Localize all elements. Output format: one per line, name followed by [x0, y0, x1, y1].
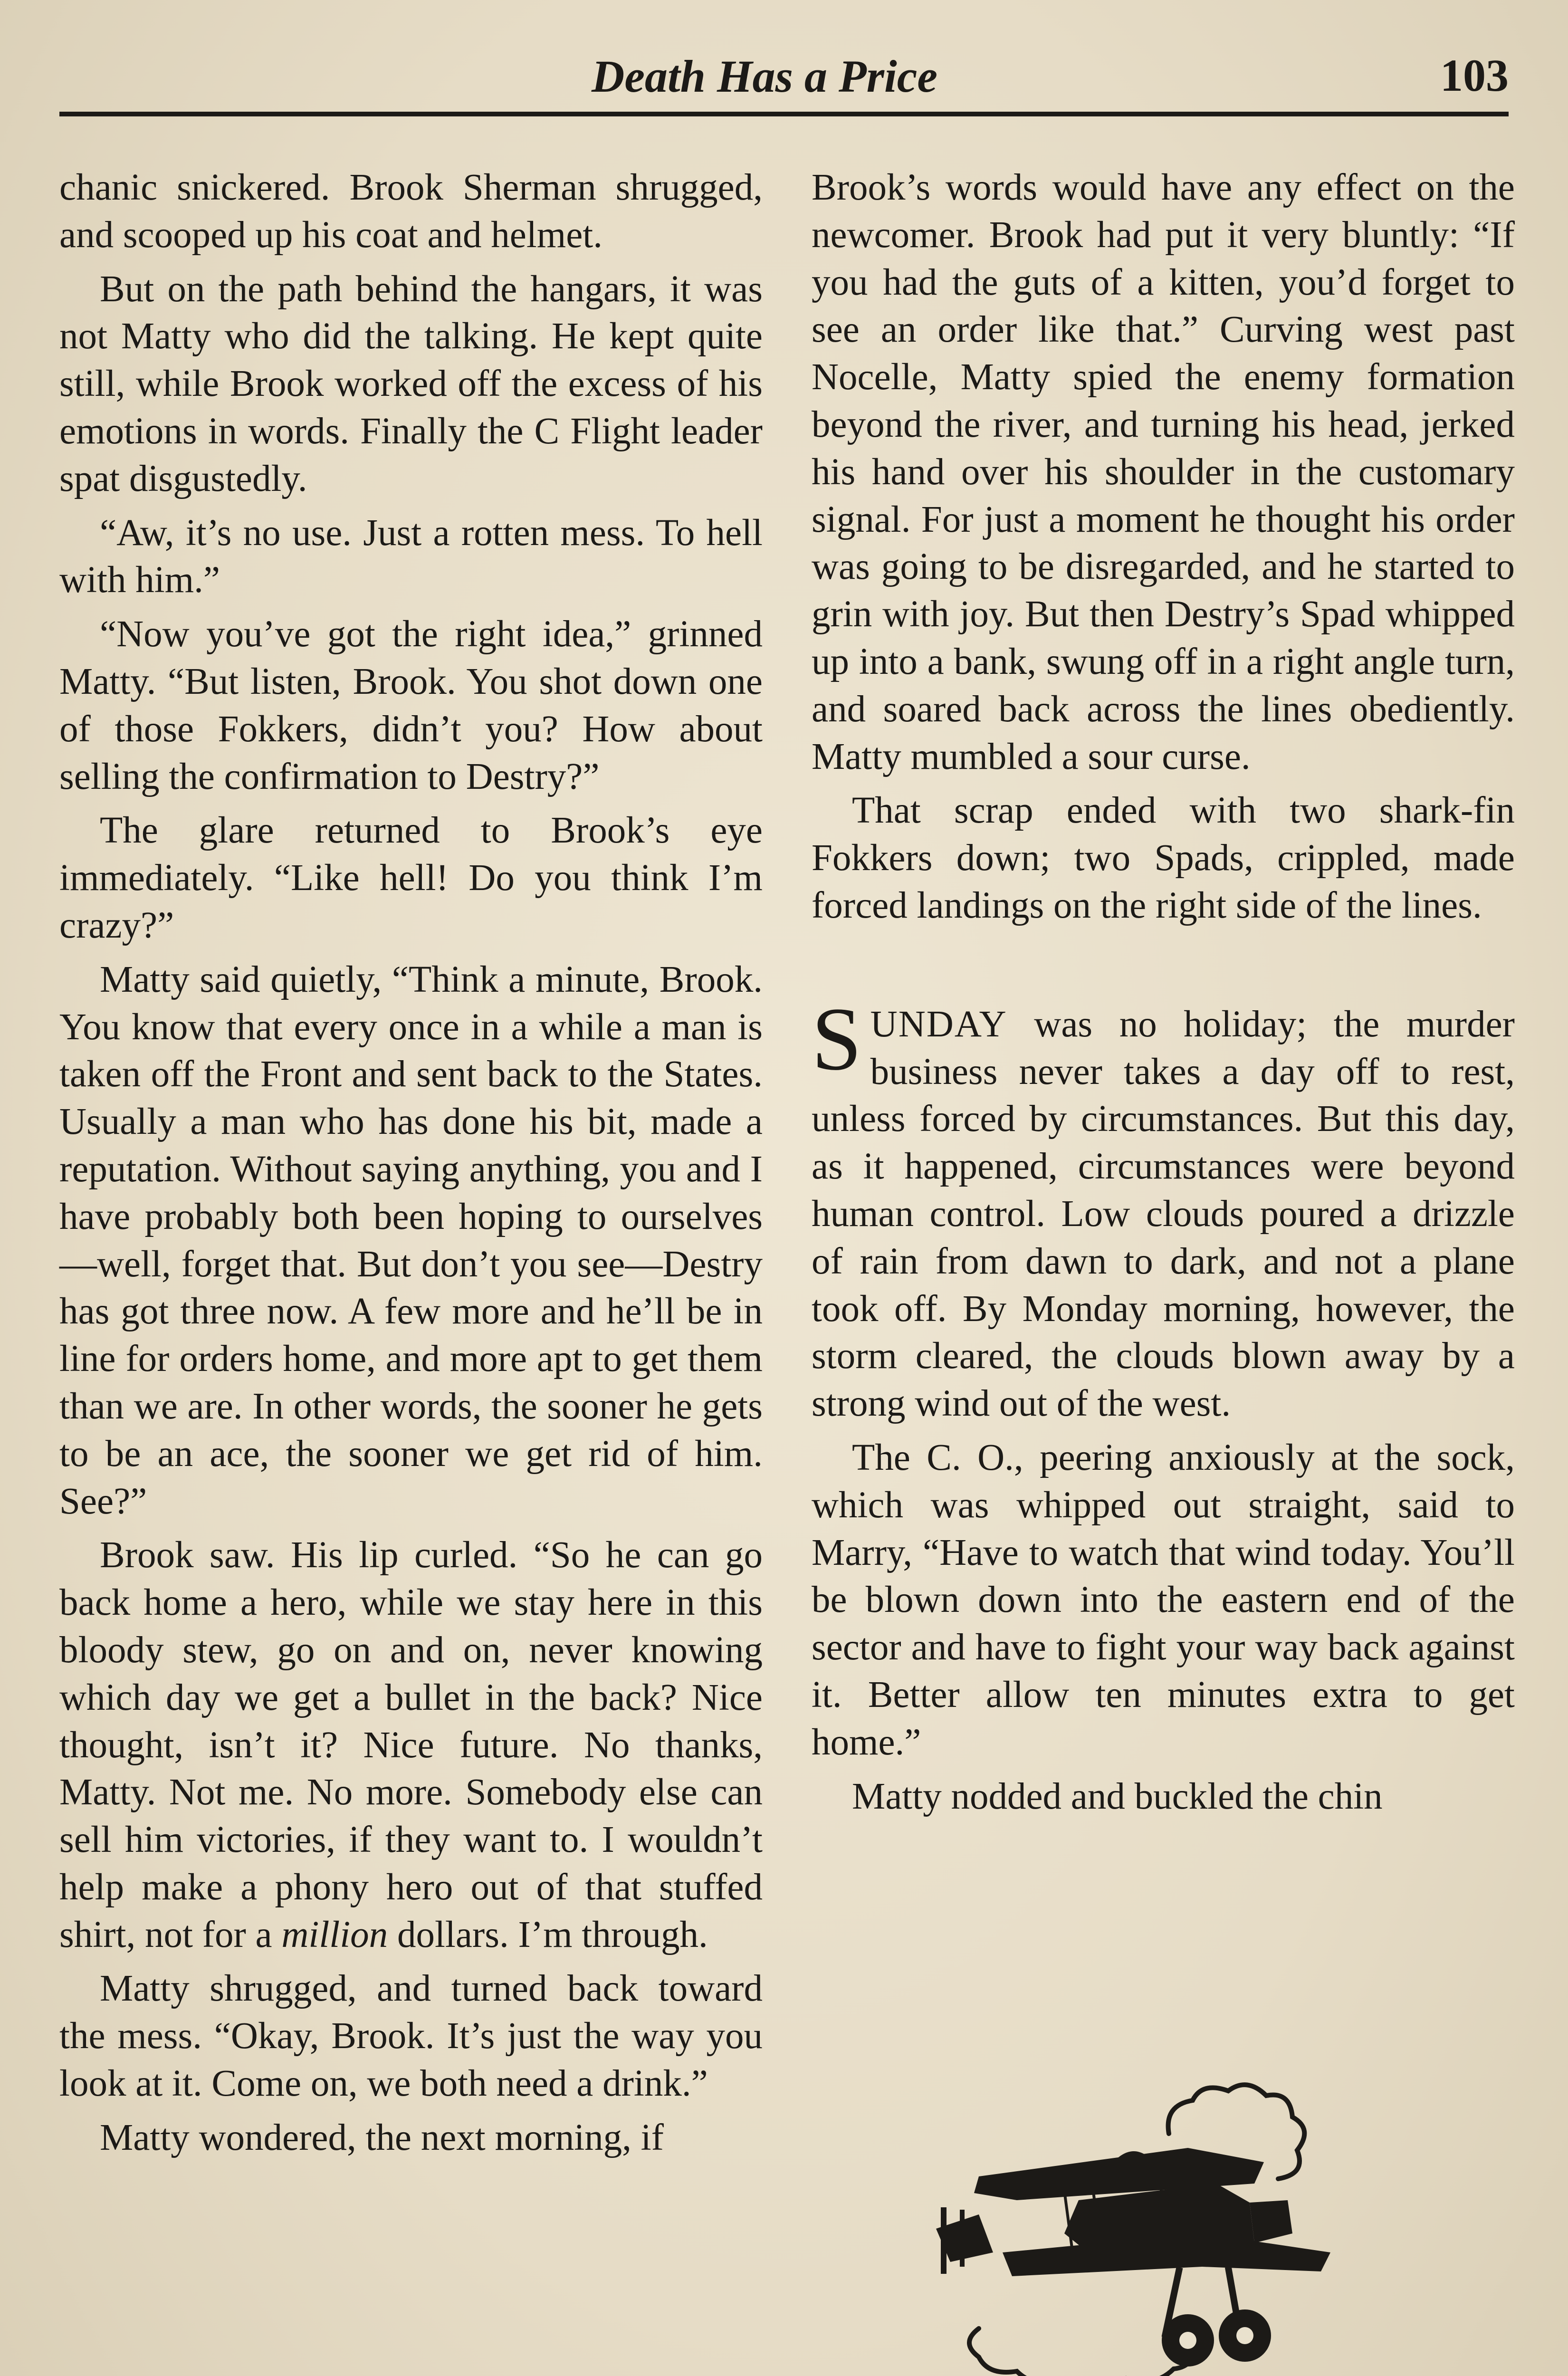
right-column — [812, 164, 1515, 1827]
page-number: 103 — [1440, 50, 1509, 101]
biplane-illustration-icon — [922, 2081, 1378, 2376]
paragraph: The C. O., peering anxiously at the sock, which was whipped out straight, said to Marry, “Have to watch that wind today. You’ll be blown down into the eastern end of the sector and have to fight your way back against it. Better allow ten minutes extra to get home.” — [812, 1437, 1515, 1763]
paragraph: Matty shrugged, and turned back toward the mess. “Okay, Brook. It’s just the way you look at it. Come on, we both need a drink.” — [59, 1968, 763, 2105]
paragraph: “Aw, it’s no use. Just a rotten mess. To hell with him.” — [59, 512, 763, 601]
paragraph — [59, 1532, 763, 1958]
running-title: Death Has a Price — [592, 51, 937, 102]
paragraph-text: was no holiday; the murder business never takes a day off to rest, unless forced by circumstances. But this day, as it happened, circumstances were beyond human control. Low clouds poured a drizzle of rain from dawn to dark, and not a plane took off. By Monday morning, however, the storm cleared, the clouds blown away by a strong wind out of the west. — [812, 1003, 1515, 1425]
paragraph: chanic snickered. Brook Sherman shrugged, and scooped up his coat and helmet. — [59, 167, 763, 256]
paragraph: “Now you’ve got the right idea,” grinned Matty. “But listen, Brook. You shot down one of those Fokkers, didn’t you? How about selling the confirmation to Destry?” — [59, 613, 763, 797]
section-opening-paragraph — [812, 989, 1515, 1428]
paragraph-text: Brook saw. His lip curled. “So he can go back home a hero, while we stay here in this bloody stew, go on and on, never knowing which day we get a bullet in the back? Nice thought, isn’t it? Nice future. No thanks, Matty. Not me. No more. Somebody else can sell him victories, if they want to. I wouldn’t help make a phony hero out of that stuffed shirt, not for a — [59, 1534, 763, 1955]
paragraph-text: dollars. I’m through. — [388, 1914, 708, 1955]
emphasis-text: million — [281, 1914, 388, 1955]
paragraph: Matty nodded and buckled the chin — [852, 1775, 1383, 1817]
paragraph: The glare returned to Brook’s eye immediately. “Like hell! Do you think I’m crazy?” — [59, 810, 763, 946]
paragraph: That scrap ended with two shark-fin Fokkers down; two Spads, crippled, made forced landings on the right side of the lines. — [812, 790, 1515, 926]
left-column — [59, 164, 763, 2168]
paragraph: Matty said quietly, “Think a minute, Brook. You know that every once in a while a man is taken off the Front and sent back to the States. Usually a man who has done his bit, made a reputation. Without saying anything, you and I have probably both been hoping to ourselves—well, forget that. But don’t you see—Destry has got three now. A few more and he’ll be in line for orders home, and more apt to get them than we are. In other words, the sooner he gets to be an ace, the sooner we get rid of him. See?” — [59, 958, 763, 1522]
paragraph: Brook’s words would have any effect on the newcomer. Brook had put it very bluntly: “If you had the guts of a kitten, you’d forget to see an order like that.” Curving west past Nocelle, Matty spied the enemy formation beyond the river, and turning his head, jerked his hand over his shoulder in the customary signal. For just a moment he thought his order was going to be disregarded, and he started to grin with joy. But then Destry’s Spad whipped up into a bank, swung off in a right angle turn, and soared back across the lines obediently. Matty mumbled a sour curse. — [812, 167, 1515, 777]
paragraph: But on the path behind the hangars, it was not Matty who did the talking. He kept quite still, while Brook worked off the excess of his emotions in words. Finally the C Flight leader spat disgustedly. — [59, 268, 763, 499]
small-caps-lead: UNDAY — [870, 1003, 1007, 1045]
drop-cap: S — [812, 989, 862, 1089]
running-header — [59, 45, 1509, 116]
paragraph: Matty wondered, the next morning, if — [100, 2117, 664, 2158]
